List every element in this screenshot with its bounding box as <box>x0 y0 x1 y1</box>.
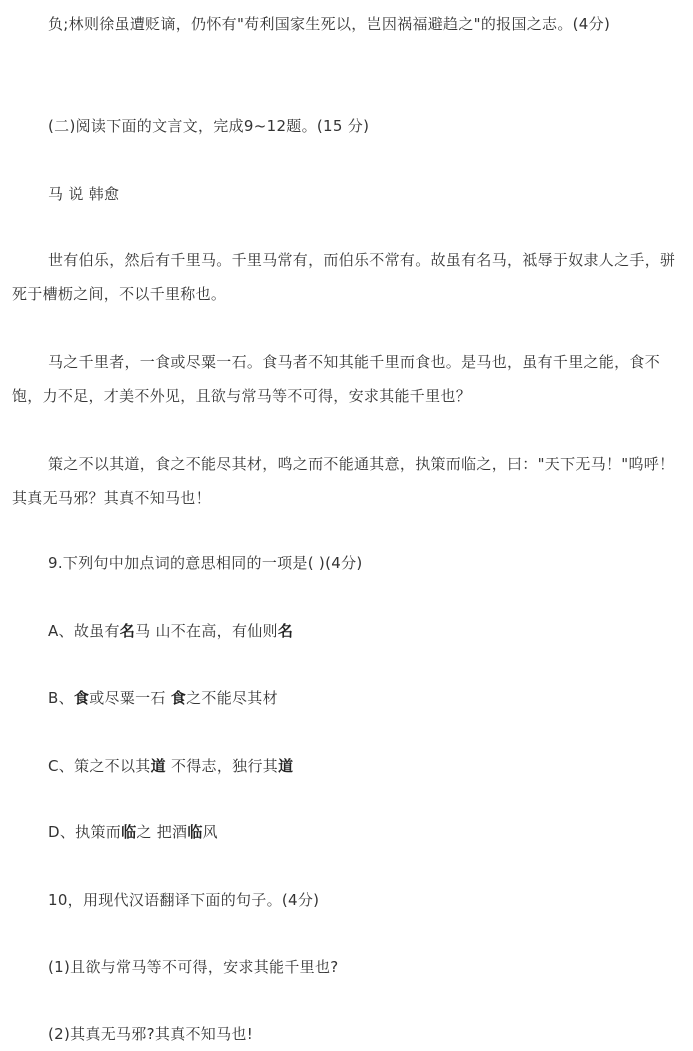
option-text: 之 把酒 <box>136 823 188 841</box>
dotted-word: 道 <box>150 757 166 775</box>
question-10-sentence-2: (2)其真无马邪?其真不知马也! <box>48 1025 254 1043</box>
option-text: B、 <box>48 689 74 707</box>
passage-paragraph-3: 策之不以其道，食之不能尽其材，鸣之而不能通其意，执策而临之，曰："天下无马！"呜呼！其真无马邪？其真不知马也！ <box>12 455 675 507</box>
paragraph-answer-fragment: 负;林则徐虽遭贬谪，仍怀有"苟利国家生死以，岂因祸福避趋之"的报国之志。(4分) <box>48 15 611 33</box>
option-text: 马 山不在高，有仙则 <box>135 622 278 640</box>
option-text: C、策之不以其 <box>48 757 151 775</box>
option-text: 之不能尽其材 <box>186 689 278 707</box>
passage-title: 马 说 韩愈 <box>48 185 120 203</box>
passage-paragraph-2: 马之千里者，一食或尽粟一石。食马者不知其能千里而食也。是马也，虽有千里之能，食不饱，力不足，才美不外见，且欲与常马等不可得，安求其能千里也？ <box>12 353 661 405</box>
option-text: 或尽粟一石 <box>89 689 171 707</box>
option-text: 风 <box>202 823 218 841</box>
question-9-option-c <box>12 749 682 783</box>
dotted-word: 食 <box>73 689 90 707</box>
question-10-sentence-1: (1)且欲与常马等不可得，安求其能千里也? <box>48 958 339 976</box>
question-10: 10，用现代汉语翻译下面的句子。(4分) <box>48 891 320 909</box>
section-instruction: (二)阅读下面的文言文，完成9~12题。(15 分) <box>48 117 370 135</box>
passage-paragraph-1: 世有伯乐，然后有千里马。千里马常有，而伯乐不常有。故虽有名马，祗辱于奴隶人之手，骈死于槽枥之间，不以千里称也。 <box>12 251 676 303</box>
question-9-option-b <box>12 681 682 715</box>
dotted-word: 临 <box>121 823 137 841</box>
dotted-word: 道 <box>278 757 294 775</box>
dotted-word: 名 <box>277 622 294 640</box>
question-9: 9.下列句中加点词的意思相同的一项是( )(4分) <box>48 554 363 572</box>
dotted-word: 临 <box>187 823 203 841</box>
question-9-option-d <box>12 815 682 849</box>
option-text: 不得志，独行其 <box>165 757 279 775</box>
question-9-option-a <box>12 614 682 648</box>
option-text: A、故虽有 <box>48 622 120 640</box>
option-text: D、执策而 <box>48 823 122 841</box>
dotted-word: 食 <box>170 689 187 707</box>
dotted-word: 名 <box>119 622 136 640</box>
